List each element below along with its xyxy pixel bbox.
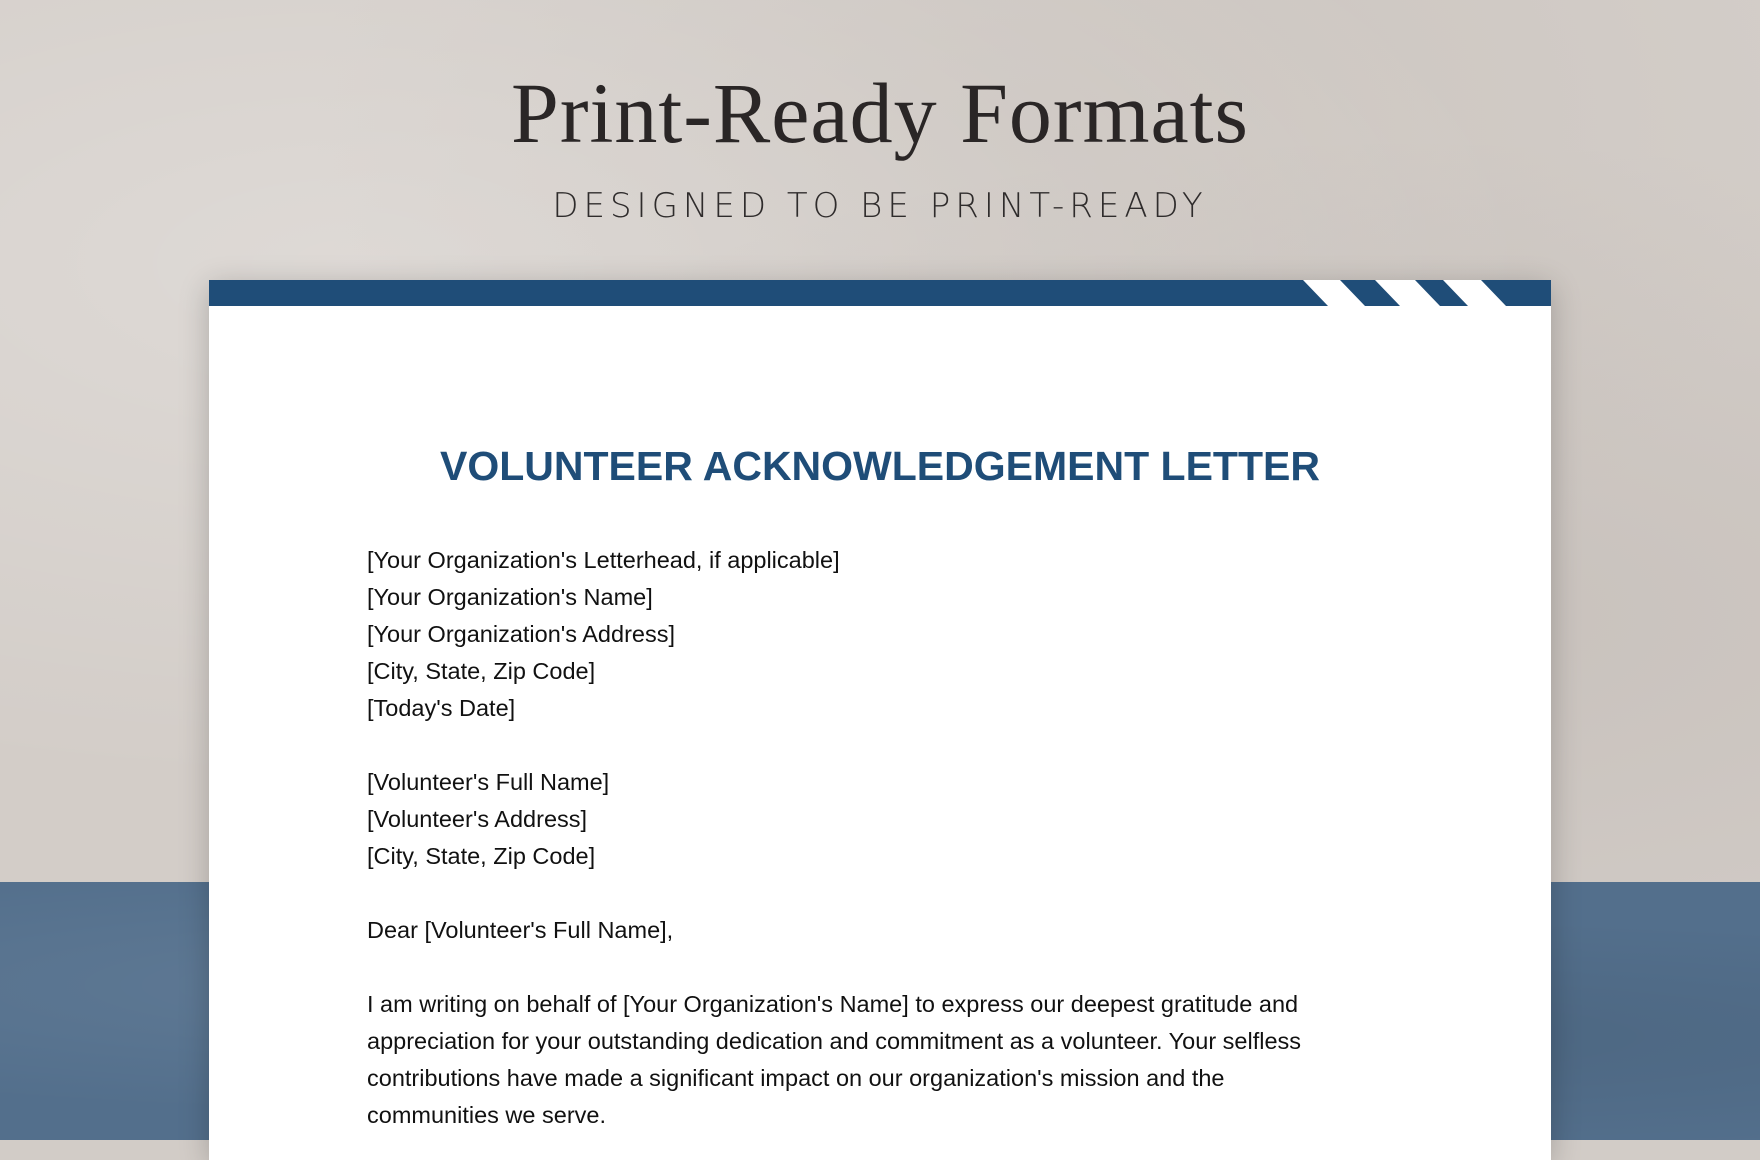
document-page bbox=[209, 280, 1551, 1160]
body-line: I am writing on behalf of [Your Organization's Name] to express our deepest gratitude and bbox=[367, 991, 1299, 1017]
sender-name: [Your Organization's Name] bbox=[367, 584, 653, 610]
salutation: Dear [Volunteer's Full Name], bbox=[367, 917, 674, 943]
sender-letterhead: [Your Organization's Letterhead, if applicable] bbox=[367, 547, 840, 573]
recipient-block bbox=[367, 764, 1377, 875]
body-line: appreciation for your outstanding dedication and commitment as a volunteer. Your selfless bbox=[367, 1028, 1302, 1054]
sender-address: [Your Organization's Address] bbox=[367, 621, 675, 647]
sender-block bbox=[367, 542, 1377, 727]
recipient-name: [Volunteer's Full Name] bbox=[367, 769, 610, 795]
recipient-address: [Volunteer's Address] bbox=[367, 806, 588, 832]
body-paragraph bbox=[367, 986, 1377, 1134]
sender-city-state-zip: [City, State, Zip Code] bbox=[367, 658, 596, 684]
body-line: communities we serve. bbox=[367, 1102, 606, 1128]
banner-subtitle: DESIGNED TO BE PRINT-READY bbox=[552, 186, 1208, 226]
banner-title: Print-Ready Formats bbox=[511, 65, 1249, 161]
document-header-stripe bbox=[209, 280, 1551, 306]
letter-body bbox=[367, 542, 1377, 1134]
body-line: contributions have made a significant impact on our organization's mission and the bbox=[367, 1065, 1225, 1091]
document-title: VOLUNTEER ACKNOWLEDGEMENT LETTER bbox=[440, 443, 1320, 489]
recipient-city-state-zip: [City, State, Zip Code] bbox=[367, 843, 596, 869]
letter-date: [Today's Date] bbox=[367, 695, 516, 721]
